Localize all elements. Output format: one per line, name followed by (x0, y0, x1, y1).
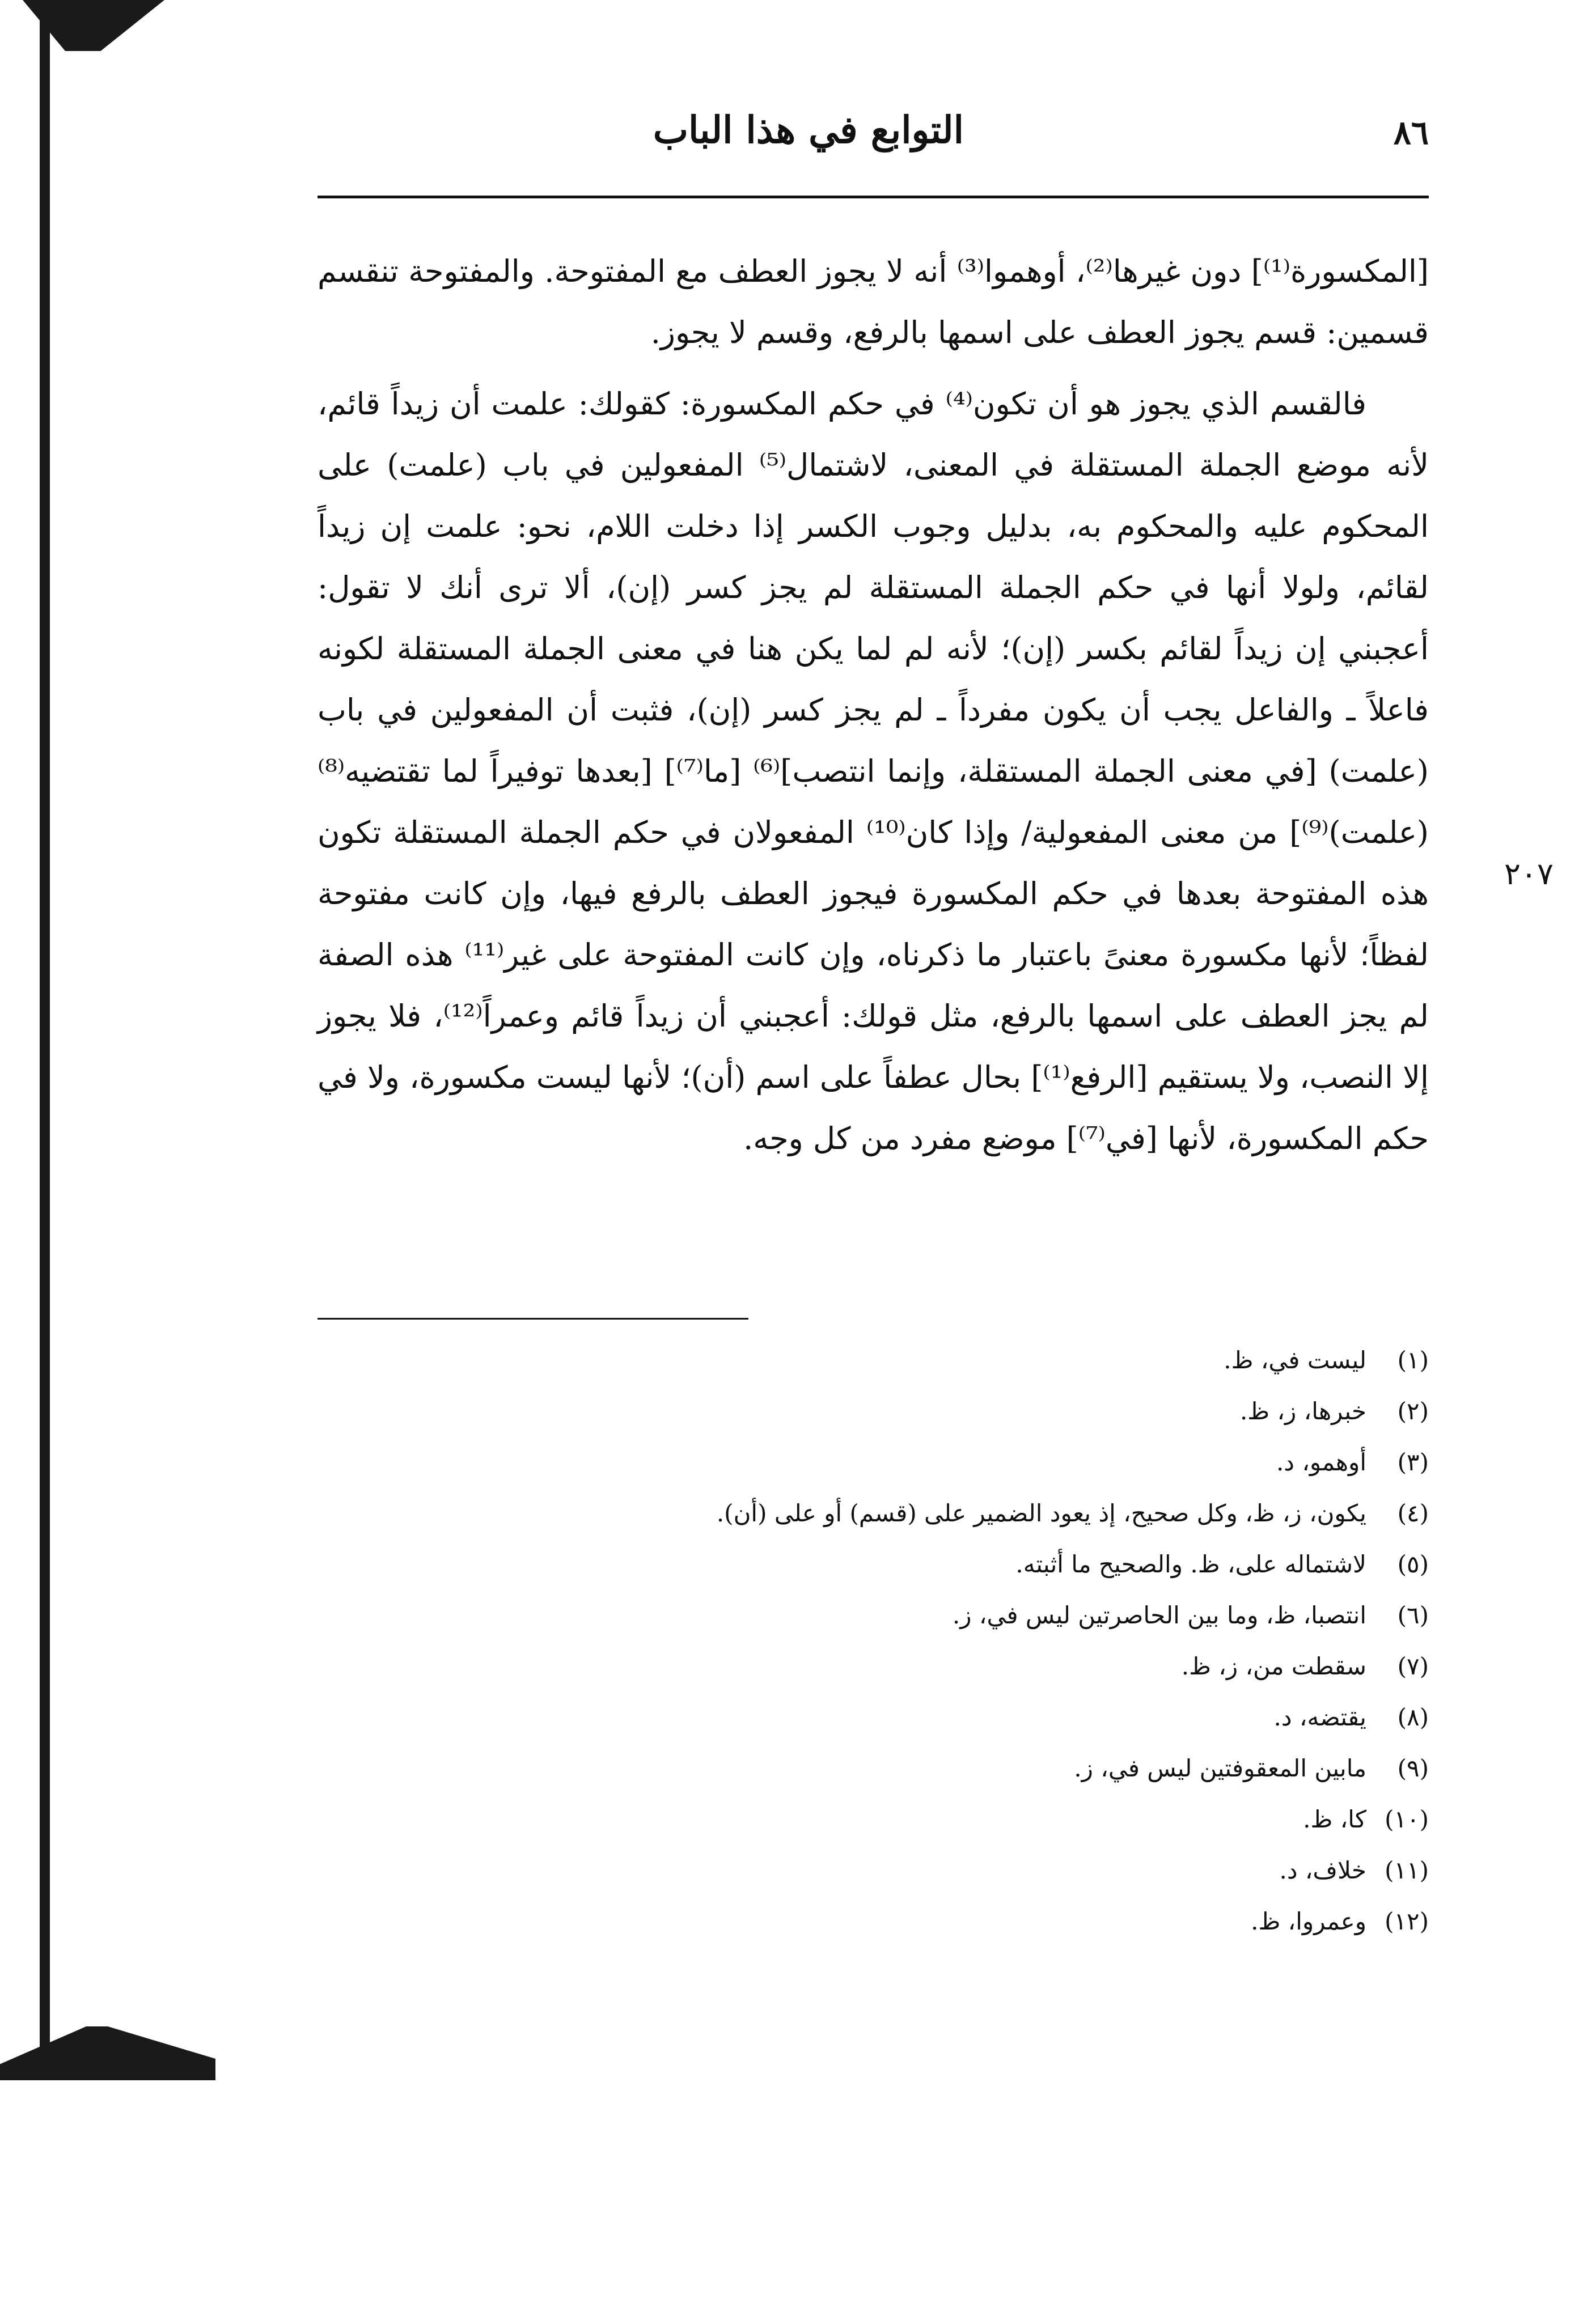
footnote (318, 1845, 1429, 1896)
body-text (318, 241, 1429, 1169)
footnote-number: (١١) (1385, 1856, 1429, 1884)
book-binding-bottom (0, 2026, 215, 2080)
page-number: ٨٦ (1393, 113, 1429, 152)
footnote-number: (١) (1397, 1346, 1429, 1374)
footnote-number: (١٢) (1385, 1907, 1429, 1935)
footnote-text: لاشتماله على، ظ. والصحيح ما أثبته. (1015, 1550, 1366, 1578)
footnote-text: سقطت من، ز، ظ. (1181, 1652, 1366, 1680)
footnote-text: انتصبا، ظ، وما بين الحاصرتين ليس في، ز. (952, 1601, 1366, 1629)
footnotes-list (318, 1335, 1429, 1947)
footnote-number: (٨) (1397, 1703, 1429, 1731)
footnote-number: (٤) (1397, 1499, 1429, 1527)
footnote (318, 1794, 1429, 1845)
footnote-text: كا، ظ. (1303, 1805, 1366, 1833)
paragraph-2: فالقسم الذي يجوز هو أن تكون⁽⁴⁾ في حكم المكسورة: كقولك: علمت أن زيداً قائم، لأنه موضع الجملة المستقلة في المعنى، لاشتمال⁽⁵⁾ المفعولين في باب (علمت) على المحكوم عليه والمحكوم به، بدليل وجوب الكسر إذا دخلت اللام، نحو: علمت إن زيداً لقائم، ولولا أنها في حكم الجملة المستقلة لم يجز كسر (إن)، ألا ترى أنك لا تقول: أعجبني إن زيداً لقائم بكسر (إن)؛ لأنه لم لما يكن هنا في معنى الجملة المستقلة لكونه فاعلاً ـ والفاعل يجب أن يكون مفرداً ـ لم يجز كسر (إن)، فثبت أن المفعولين في باب (علمت) [في معنى الجملة المستقلة، وإنما انتصب]⁽⁶⁾ [ما⁽⁷⁾] [بعدها توفيراً لما تقتضيه⁽⁸⁾ (علمت)⁽⁹⁾] من معنى المفعولية/ وإذا كان⁽¹⁰⁾ المفعولان في حكم الجملة المستقلة تكون هذه المفتوحة بعدها في حكم المكسورة فيجوز العطف بالرفع فيها، وإن كانت مفتوحة لفظاً؛ لأنها مكسورة معنىً باعتبار ما ذكرناه، وإن كانت المفتوحة على غير⁽¹¹⁾ هذه الصفة لم يجز العطف على اسمها بالرفع، مثل قولك: أعجبني أن زيداً قائم وعمراً⁽¹²⁾، فلا يجوز إلا النصب، ولا يستقيم [الرفع⁽¹⁾] بحال عطفاً على اسم (أن)؛ لأنها ليست مكسورة، ولا في حكم المكسورة، لأنها [في⁽⁷⁾] موضع مفرد من كل وجه. (318, 386, 1429, 1156)
margin-page-reference: ٢٠٧ (1504, 856, 1554, 892)
footnote-text: يقتضه، د. (1273, 1703, 1366, 1731)
footnote (318, 1335, 1429, 1386)
footnote-text: خلاف، د. (1279, 1856, 1366, 1884)
footnote-text: ليست في، ظ. (1224, 1346, 1366, 1374)
footnote-rule (318, 1318, 748, 1320)
footnote (318, 1896, 1429, 1947)
footnote-text: خبرها، ز، ظ. (1239, 1397, 1366, 1425)
footnote (318, 1437, 1429, 1488)
footnote-text: أوهمو، د. (1276, 1448, 1366, 1476)
footnote-text: يكون، ز، ظ، وكل صحيح، إذ يعود الضمير على (قسم) أو على (أن). (716, 1499, 1366, 1527)
running-head (318, 108, 1429, 187)
footnote-text: وعمروا، ظ. (1251, 1907, 1366, 1935)
book-binding-edge (40, 0, 50, 2063)
footnote (318, 1590, 1429, 1641)
footnote-number: (٢) (1397, 1397, 1429, 1425)
footnote (318, 1488, 1429, 1539)
footnote-number: (٥) (1397, 1550, 1429, 1578)
footnote (318, 1692, 1429, 1743)
footnote (318, 1539, 1429, 1590)
footnote-text: مابين المعقوفتين ليس في، ز. (1074, 1754, 1366, 1782)
header-rule (318, 196, 1429, 198)
footnote-number: (٧) (1397, 1652, 1429, 1680)
footnote (318, 1743, 1429, 1794)
chapter-title: التوابع في هذا الباب (653, 108, 964, 152)
paragraph-1: [المكسورة⁽¹⁾] دون غيرها⁽²⁾، أوهموا⁽³⁾ أنه لا يجوز العطف مع المفتوحة. والمفتوحة تنقسم قسمين: قسم يجوز العطف على اسمها بالرفع، وقسم لا يجوز. (318, 253, 1429, 350)
footnote-number: (٦) (1397, 1601, 1429, 1629)
footnote-number: (١٠) (1385, 1805, 1429, 1833)
footnote (318, 1641, 1429, 1692)
book-page (318, 108, 1554, 1935)
footnote-number: (٣) (1397, 1448, 1429, 1476)
footnote (318, 1386, 1429, 1437)
footnote-number: (٩) (1397, 1754, 1429, 1782)
